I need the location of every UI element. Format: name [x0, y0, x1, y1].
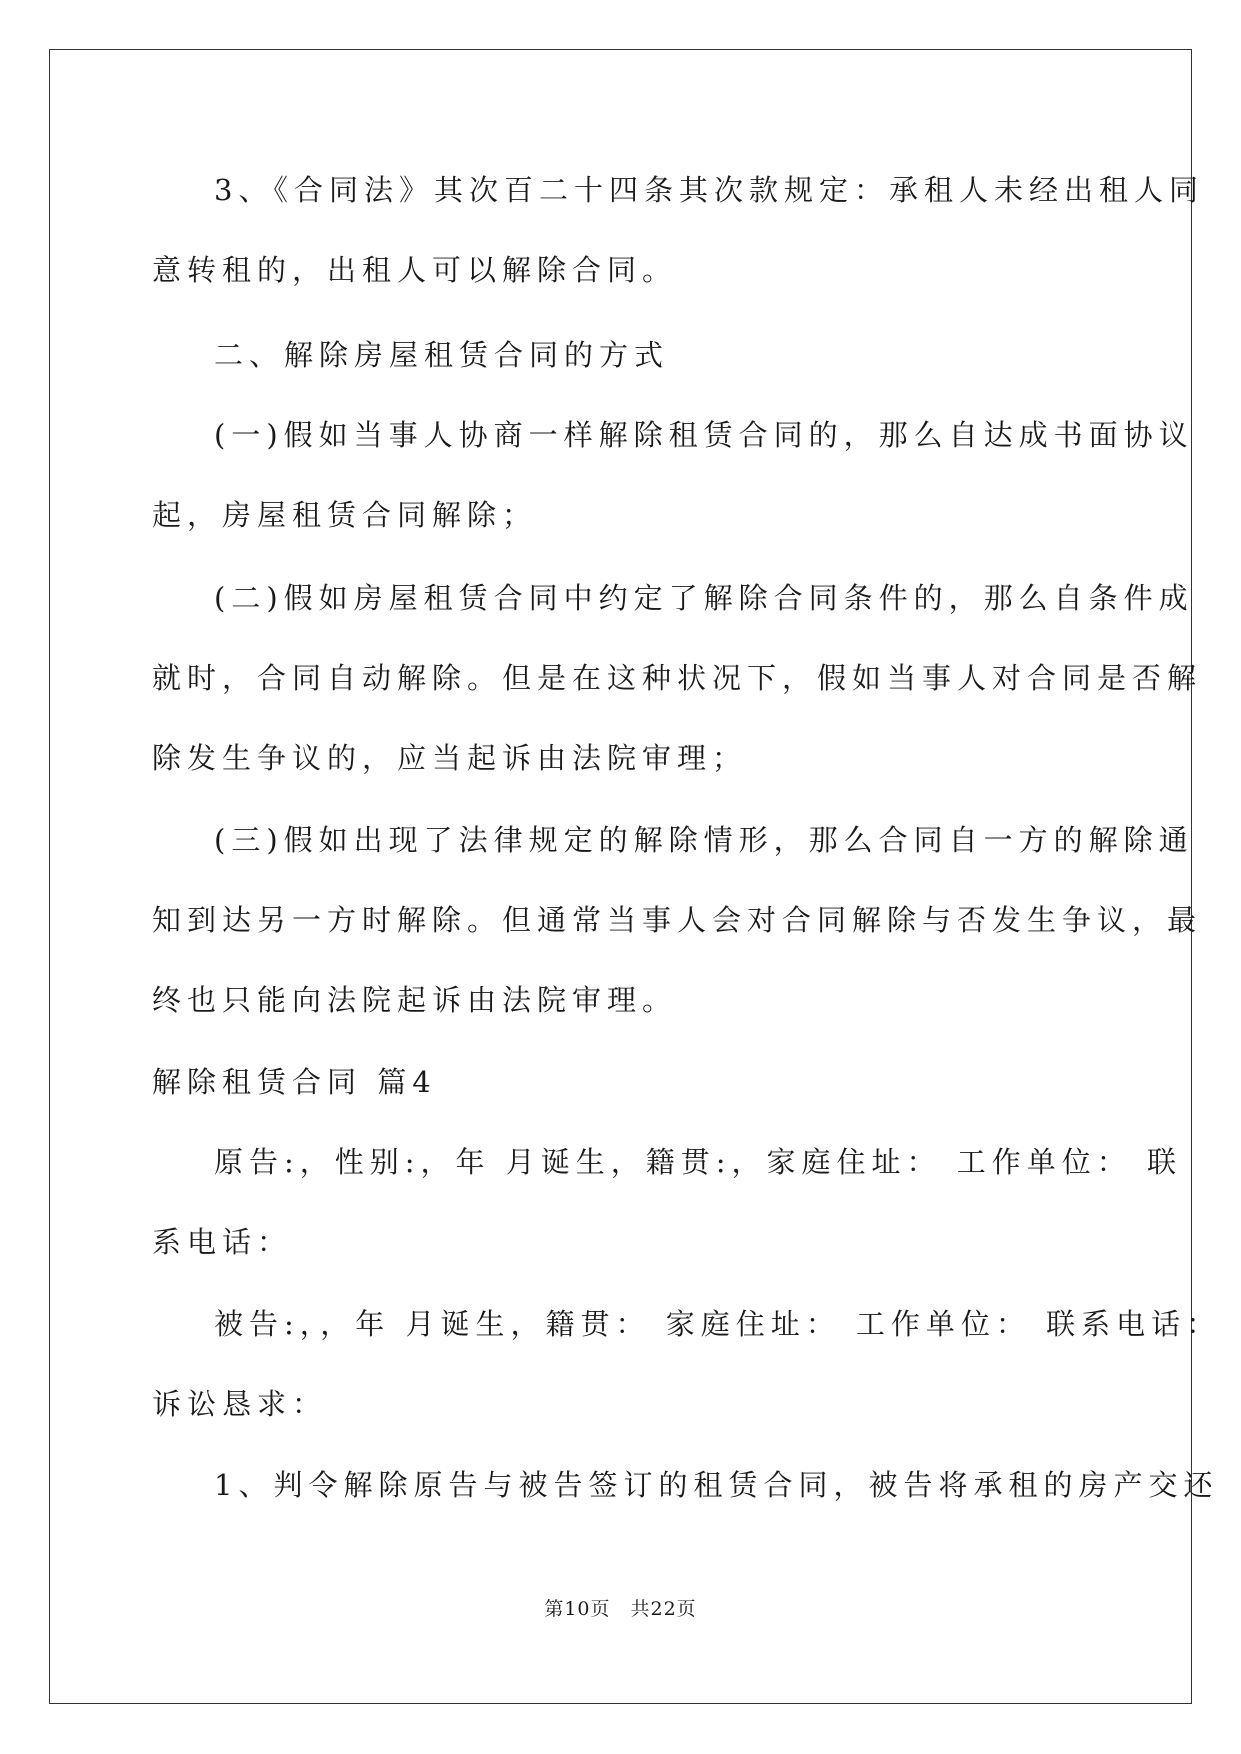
paragraph-line: (一)假如当事人协商一样解除租赁合同的，那么自达成书面协议	[214, 418, 1194, 452]
paragraph-line: 被告:，，年 月诞生，籍贯： 家庭住址： 工作单位： 联系电话：	[214, 1307, 1222, 1341]
paragraph-line: 除发生争议的，应当起诉由法院审理；	[152, 741, 748, 775]
page-total: 共22页	[630, 1598, 697, 1620]
paragraph-line: 3、《合同法》其次百二十四条其次款规定：承租人未经出租人同	[214, 173, 1204, 207]
paragraph-line: 知到达另一方时解除。但通常当事人会对合同解除与否发生争议，最	[152, 903, 1203, 937]
page-number: 第10页	[544, 1598, 611, 1620]
paragraph-line: 原告:，性别:，年 月诞生，籍贯:，家庭住址： 工作单位： 联	[214, 1145, 1182, 1179]
paragraph-line: (三)假如出现了法律规定的解除情形，那么合同自一方的解除通	[214, 823, 1194, 857]
section-title: 解除租赁合同 篇4	[152, 1065, 437, 1099]
section-heading: 二、解除房屋租赁合同的方式	[214, 338, 670, 372]
paragraph-line: 意转租的，出租人可以解除合同。	[152, 253, 678, 287]
paragraph-line: 1、判令解除原告与被告签订的租赁合同，被告将承租的房产交还	[214, 1468, 1219, 1502]
paragraph-line: (二)假如房屋租赁合同中约定了解除合同条件的，那么自条件成	[214, 581, 1194, 615]
paragraph-line: 诉讼恳求：	[152, 1387, 328, 1421]
paragraph-line: 就时，合同自动解除。但是在这种状况下，假如当事人对合同是否解	[152, 661, 1203, 695]
paragraph-line: 起，房屋租赁合同解除；	[152, 498, 538, 532]
page-border	[49, 49, 1192, 1704]
paragraph-line: 终也只能向法院起诉由法院审理。	[152, 983, 678, 1017]
paragraph-line: 系电话：	[152, 1225, 293, 1259]
page-footer	[0, 1596, 1241, 1622]
